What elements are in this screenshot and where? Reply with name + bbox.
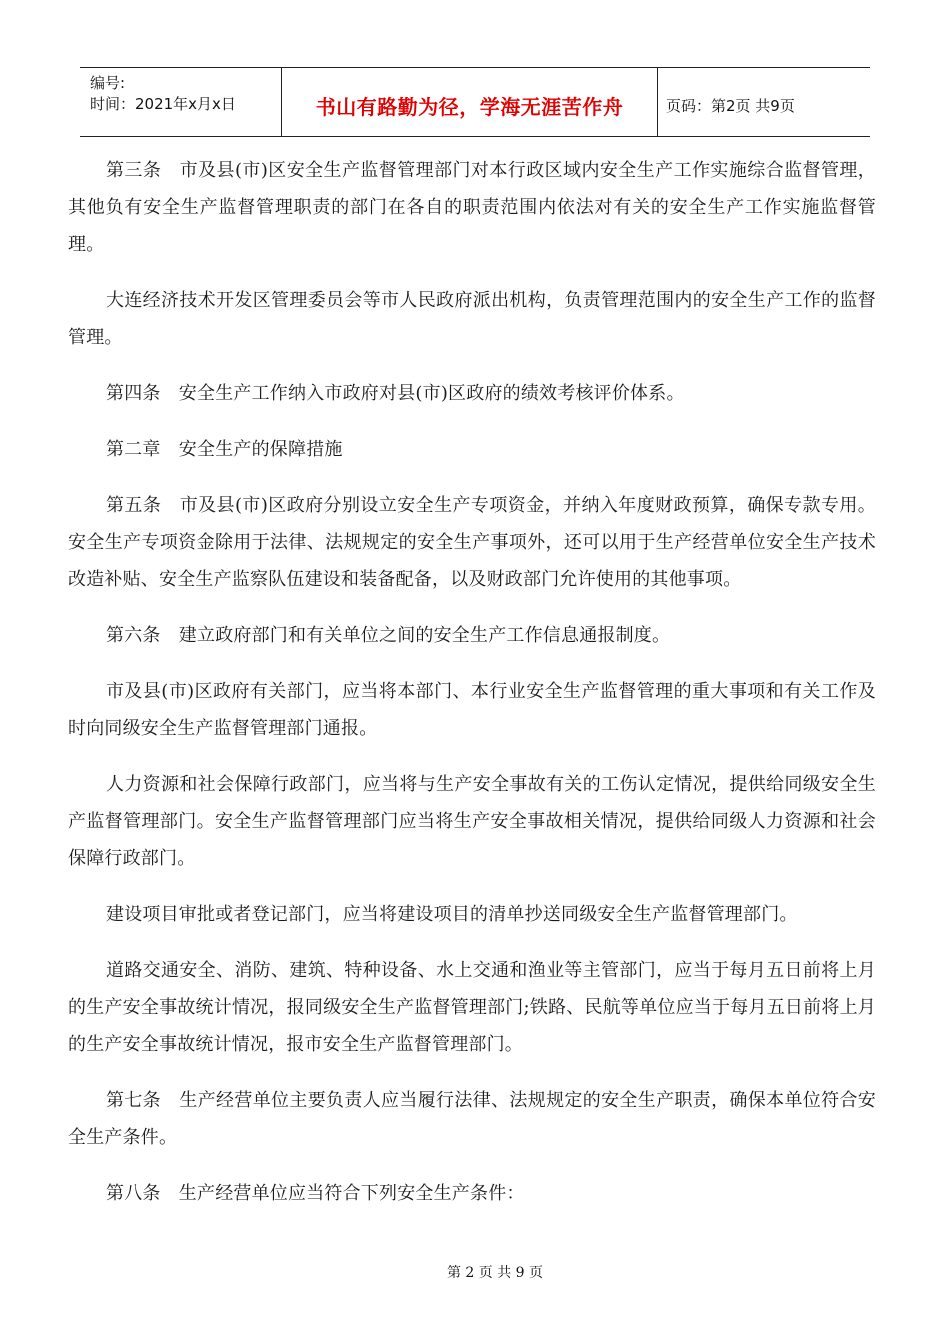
paragraph: 第八条 生产经营单位应当符合下列安全生产条件：	[106, 1183, 525, 1204]
chapter-heading: 第二章 安全生产的保障措施	[106, 439, 343, 460]
paragraph: 第三条 市及县(市)区安全生产监督管理部门对本行政区域内安全生产工作实施综合监督管理，其他负有安全生产监督管理职责的部门在各自的职责范围内依法对有关的安全生产工作实施监督管理。	[68, 160, 876, 255]
footer-page-number: 第 2 页 共 9 页	[446, 1265, 544, 1281]
paragraph: 人力资源和社会保障行政部门，应当将与生产安全事故有关的工伤认定情况，提供给同级安全生产监督管理部门。安全生产监督管理部门应当将生产安全事故相关情况，提供给同级人力资源和社会保障行政部门。	[68, 774, 876, 869]
paragraph: 第四条 安全生产工作纳入市政府对县(市)区政府的绩效考核评价体系。	[106, 383, 685, 404]
header-page-cell	[658, 68, 870, 136]
motto-text: 书山有路勤为径，学海无涯苦作舟	[315, 94, 624, 119]
paragraph: 第六条 建立政府部门和有关单位之间的安全生产工作信息通报制度。	[106, 625, 671, 646]
paragraph: 市及县(市)区政府有关部门，应当将本部门、本行业安全生产监督管理的重大事项和有关工作及时向同级安全生产监督管理部门通报。	[68, 681, 876, 739]
page-footer	[0, 1262, 950, 1282]
paragraph: 大连经济技术开发区管理委员会等市人民政府派出机构，负责管理范围内的安全生产工作的监督管理。	[68, 290, 876, 348]
header-meta	[80, 68, 282, 136]
paragraph: 道路交通安全、消防、建筑、特种设备、水上交通和渔业等主管部门，应当于每月五日前将上月的生产安全事故统计情况，报同级安全生产监督管理部门;铁路、民航等单位应当于每月五日前将上月的生产安全事故统计情况，报市安全生产监督管理部门。	[68, 960, 876, 1055]
header-motto-cell	[282, 68, 658, 136]
page-code: 页码：第2页 共9页	[666, 96, 795, 115]
paragraph: 建设项目审批或者登记部门，应当将建设项目的清单抄送同级安全生产监督管理部门。	[106, 904, 798, 925]
date-label: 时间：2021年x月x日	[90, 95, 236, 113]
document-header	[80, 67, 870, 137]
paragraph: 第五条 市及县(市)区政府分别设立安全生产专项资金，并纳入年度财政预算，确保专款专用。安全生产专项资金除用于法律、法规规定的安全生产事项外，还可以用于生产经营单位安全生产技术改造补贴、安全生产监察队伍建设和装备配备，以及财政部门允许使用的其他事项。	[68, 495, 876, 590]
number-label: 编号:	[90, 74, 126, 92]
document-body	[68, 152, 876, 1231]
paragraph: 第七条 生产经营单位主要负责人应当履行法律、法规规定的安全生产职责，确保本单位符合安全生产条件。	[68, 1090, 876, 1148]
